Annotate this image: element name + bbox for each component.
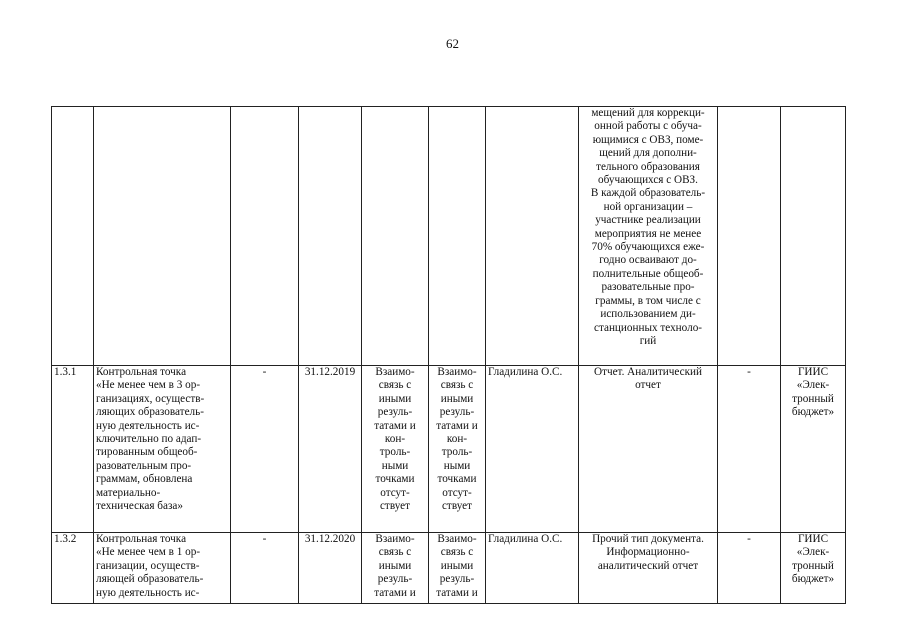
cell-text-line: резуль- <box>377 406 413 419</box>
cell-text-line: тронный <box>792 559 834 572</box>
cell-text-line: связь с <box>378 379 412 392</box>
cell-text-line: ГИИС <box>797 366 829 378</box>
cell-text-line: «Не менее чем в 1 ор- <box>96 546 201 559</box>
cell-text-line: ганизациях, осуществ- <box>96 392 205 405</box>
cell-text-line: троль- <box>379 446 411 459</box>
cell-text-line: ганизации, осуществ- <box>96 559 200 572</box>
cell-text-line: разовательные про- <box>601 281 695 294</box>
cell-text-line: граммам, обновлена <box>96 473 193 486</box>
cell-text-line: бюджет» <box>791 406 835 419</box>
cell-text-line: участнике реализации <box>595 214 701 227</box>
cell-system <box>781 107 846 366</box>
cell-text-line: В каждой образователь- <box>590 187 706 200</box>
cell-text-line: использованием ди- <box>600 308 696 321</box>
page-number: 62 <box>446 36 459 51</box>
cell-text-line: точками <box>437 473 477 486</box>
cell-text-line: иными <box>378 559 412 572</box>
cell-text-line: ющимися с ОВЗ, поме- <box>592 133 704 146</box>
cell-system <box>781 533 846 604</box>
cell-text-line: связь с <box>440 379 474 392</box>
cell-text-line: онной работы с обуча- <box>594 120 702 133</box>
table-row-continuation <box>52 107 846 366</box>
cell-text-line: граммы, в том числе с <box>595 294 701 307</box>
cell-text-line: годно осваивают до- <box>599 254 697 267</box>
cell-text-line: «Элек- <box>796 546 830 559</box>
cell-responsible: Гладилина О.С. <box>486 533 579 604</box>
cell-text-line: мероприятия не менее <box>594 227 702 240</box>
cell-text-line: ключительно по адап- <box>96 433 202 446</box>
cell-successor <box>429 533 486 604</box>
cell-text-line: 70% обучающихся еже- <box>591 241 705 254</box>
cell-text-line: материально- <box>96 486 161 499</box>
cell-name <box>94 107 231 366</box>
cell-text-line: станционных техноло- <box>593 321 703 334</box>
cell-end-date <box>299 107 362 366</box>
cell-number: 1.3.1 <box>52 366 94 533</box>
cell-text-line: татами и <box>436 586 478 599</box>
cell-number <box>52 107 94 366</box>
cell-text-line: обучающихся с ОВЗ. <box>598 174 698 187</box>
cell-text-line: Взаимо- <box>375 366 415 378</box>
cell-text-line: «Элек- <box>796 379 830 392</box>
cell-text-line: резуль- <box>377 573 413 586</box>
cell-text-line: техническая база» <box>96 500 183 513</box>
cell-text-line: татами и <box>436 419 478 432</box>
cell-text-line: Взаимо- <box>375 533 415 545</box>
cell-level: - <box>718 366 781 533</box>
cell-text-line: татами и <box>374 419 416 432</box>
cell-text-line: Взаимо- <box>437 366 477 378</box>
cell-text-line: Взаимо- <box>437 533 477 545</box>
cell-text-line: ную деятельность ис- <box>96 419 200 432</box>
cell-text-line: ными <box>443 459 471 472</box>
cell-successor <box>429 366 486 533</box>
plan-table <box>51 106 846 604</box>
cell-end-date: 31.12.2020 <box>299 533 362 604</box>
cell-text-line: ствует <box>379 500 411 513</box>
cell-text-line: точками <box>375 473 415 486</box>
cell-text-line: резуль- <box>439 406 475 419</box>
cell-text-line: аналитический отчет <box>597 559 699 572</box>
cell-responsible: Гладилина О.С. <box>486 366 579 533</box>
cell-predecessor <box>362 533 429 604</box>
cell-predecessor <box>362 107 429 366</box>
cell-text-line: бюджет» <box>791 573 835 586</box>
cell-text-line: ляющей образователь- <box>96 573 204 586</box>
cell-text-line: Контрольная точка <box>96 366 187 378</box>
cell-text-line: резуль- <box>439 573 475 586</box>
cell-text-line: отчет <box>635 379 661 392</box>
table-row <box>52 366 846 533</box>
cell-text-line: мещений для коррекци- <box>591 107 705 119</box>
cell-start-date: - <box>231 533 299 604</box>
cell-text-line: полнительные общеоб- <box>592 267 704 280</box>
cell-level: - <box>718 533 781 604</box>
cell-text-line: кон- <box>446 433 468 446</box>
cell-text-line: отсут- <box>442 486 472 499</box>
cell-text-line: ными <box>381 459 409 472</box>
cell-text-line: троль- <box>441 446 473 459</box>
cell-text-line: тельного образования <box>596 160 700 173</box>
cell-text-line: «Не менее чем в 3 ор- <box>96 379 201 392</box>
cell-number: 1.3.2 <box>52 533 94 604</box>
cell-text-line: щений для дополни- <box>599 147 697 160</box>
cell-text-line: гий <box>639 334 657 347</box>
cell-successor <box>429 107 486 366</box>
cell-text-line: тированным общеоб- <box>96 446 198 459</box>
cell-text-line: Прочий тип документа. <box>592 533 704 545</box>
cell-result <box>579 366 718 533</box>
cell-start-date: - <box>231 366 299 533</box>
cell-text-line: татами и <box>374 586 416 599</box>
cell-text-line: Контрольная точка <box>96 533 187 545</box>
cell-level <box>718 107 781 366</box>
cell-text-line: связь с <box>378 546 412 559</box>
cell-text-line: отсут- <box>380 486 410 499</box>
cell-text-line: Информационно- <box>606 546 690 559</box>
cell-start-date <box>231 107 299 366</box>
cell-predecessor <box>362 366 429 533</box>
cell-text-line: кон- <box>384 433 406 446</box>
cell-name <box>94 533 231 604</box>
cell-text-line: иными <box>440 392 474 405</box>
cell-text-line: разовательным про- <box>96 459 192 472</box>
cell-responsible <box>486 107 579 366</box>
cell-end-date: 31.12.2019 <box>299 366 362 533</box>
cell-result <box>579 533 718 604</box>
cell-text-line: ГИИС <box>797 533 829 545</box>
cell-text-line: тронный <box>792 392 834 405</box>
cell-text-line: иными <box>378 392 412 405</box>
table-row <box>52 533 846 604</box>
cell-text-line: иными <box>440 559 474 572</box>
cell-system <box>781 366 846 533</box>
cell-text-line: ной организации – <box>603 200 693 213</box>
cell-result <box>579 107 718 366</box>
cell-text-line: ствует <box>441 500 473 513</box>
cell-text-line: связь с <box>440 546 474 559</box>
cell-text-line: ляющих образователь- <box>96 406 204 419</box>
cell-text-line: ную деятельность ис- <box>96 586 200 599</box>
cell-name <box>94 366 231 533</box>
cell-text-line: Отчет. Аналитический <box>593 366 703 378</box>
